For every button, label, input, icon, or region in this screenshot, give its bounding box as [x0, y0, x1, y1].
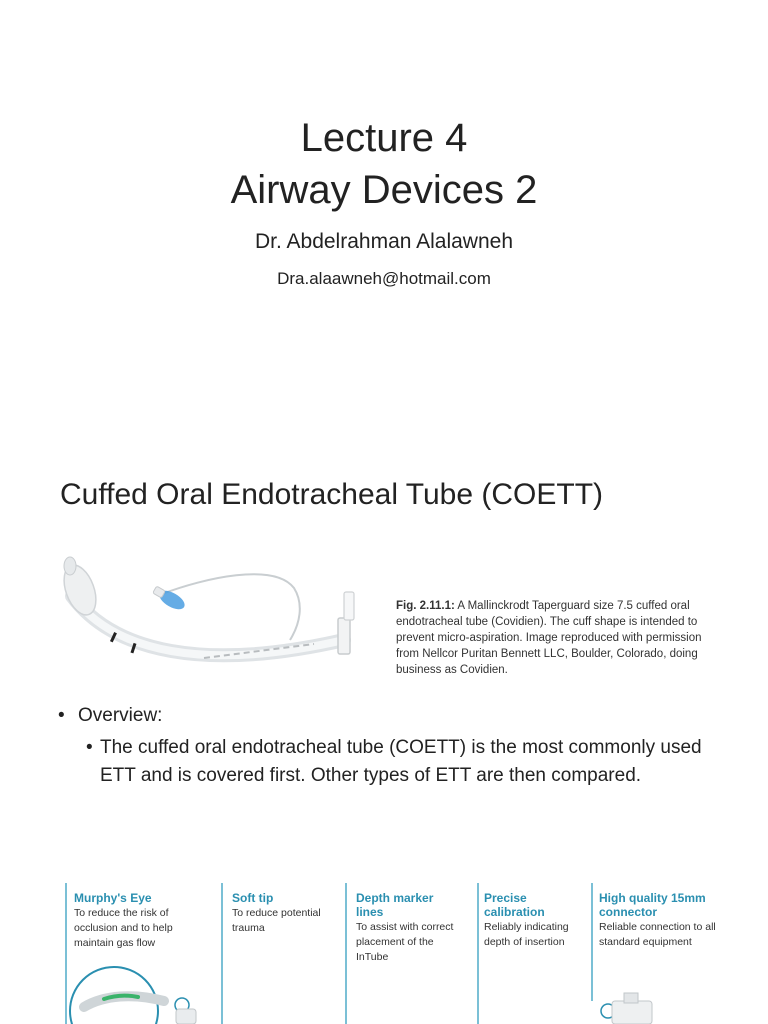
feature-description: To reduce potential trauma	[232, 907, 321, 934]
figure-caption-text: A Mallinckrodt Taperguard size 7.5 cuffed oral endotracheal tube (Covidien). The cuff shape is intended to prevent micro-aspiration. Image reproduced with permission from Nellcor Puritan Bennett LLC, Boulder, Colorado, doing business as Covidien.	[396, 600, 702, 676]
feature-heading: Soft tip	[232, 891, 274, 905]
feature-description: Reliably indicating depth of insertion	[484, 921, 569, 948]
feature-diagram	[64, 883, 744, 1024]
feature-heading: Murphy's Eye	[74, 891, 152, 905]
author-email: Dra.alaawneh@hotmail.com	[277, 269, 491, 288]
figure-label: Fig. 2.11.1:	[396, 600, 455, 612]
lecture-number-title: Lecture 4	[300, 116, 468, 160]
author-name: Dr. Abdelrahman Alalawneh	[255, 230, 513, 253]
feature-heading: Precise calibration	[484, 891, 545, 919]
slide-title: Cuffed Oral Endotracheal Tube (COETT)	[60, 478, 604, 511]
title-slide	[0, 0, 768, 430]
lecture-topic-title: Airway Devices 2	[230, 168, 538, 212]
feature-depth-marker-lines	[356, 891, 456, 965]
feature-15mm-connector	[599, 891, 719, 950]
feature-description: To reduce the risk of occlusion and to help maintain gas flow	[74, 907, 173, 949]
feature-heading: High quality 15mm connector	[599, 891, 706, 919]
feature-description: Reliable connection to all standard equipment	[599, 921, 716, 948]
content-slide	[0, 440, 768, 1024]
bullet-list	[58, 702, 718, 790]
bullet-overview-detail: • The cuffed oral endotracheal tube (COETT) is the most commonly used ETT and is covered first. Other types of ETT are then compared.	[58, 734, 718, 790]
feature-murphys-eye	[74, 891, 214, 951]
feature-soft-tip	[232, 891, 340, 936]
endotracheal-tube-image	[54, 554, 380, 686]
feature-description: To assist with correct placement of the InTube	[356, 921, 454, 963]
bullet-overview: • Overview:	[58, 702, 718, 730]
figure-caption	[396, 598, 716, 678]
feature-heading: Depth marker lines	[356, 891, 434, 919]
feature-precise-calibration	[484, 891, 586, 950]
